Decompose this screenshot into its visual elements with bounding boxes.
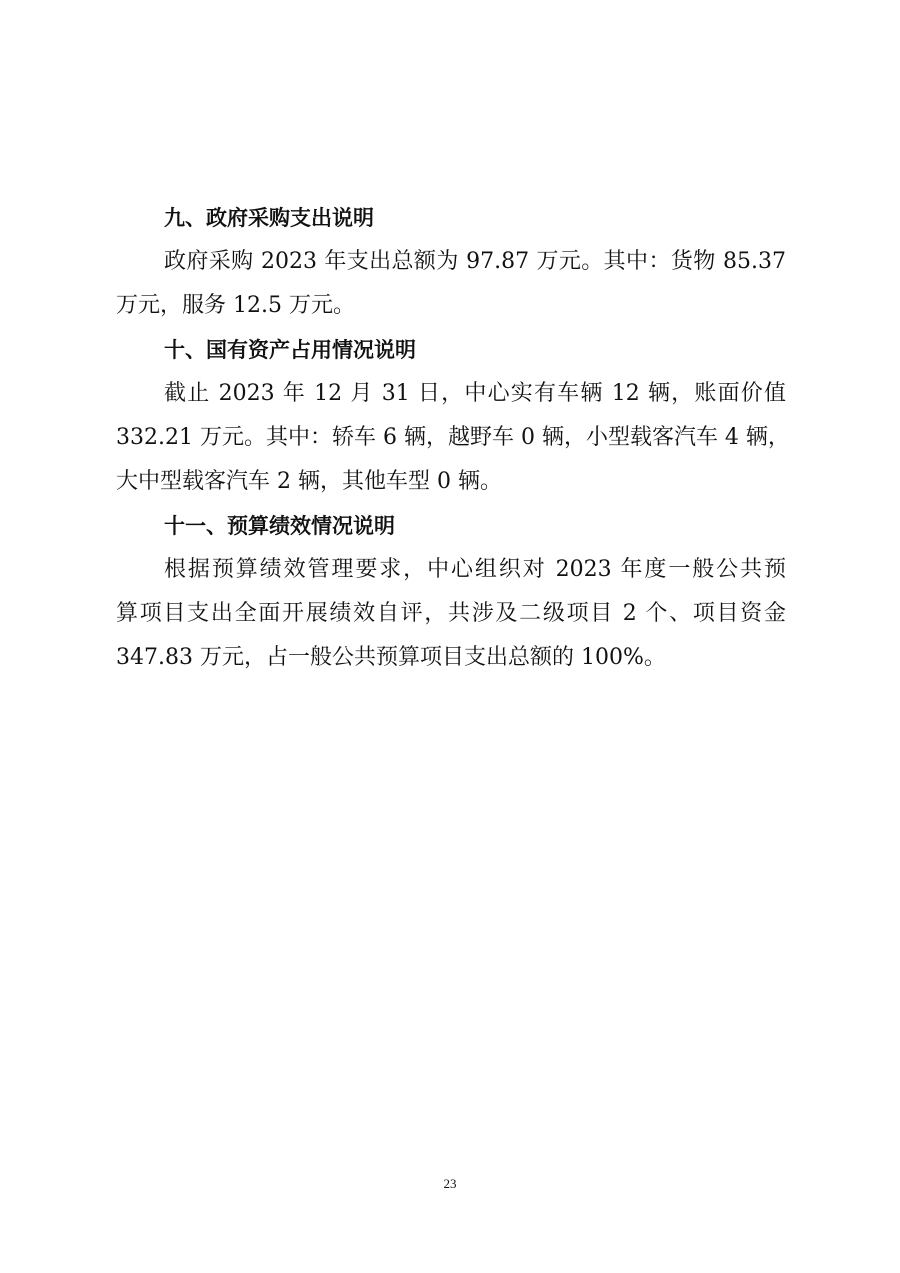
- paragraph-line: 算项目支出全面开展绩效自评，共涉及二级项目 2 个、项目资金: [116, 601, 786, 626]
- page-number: 23: [443, 1176, 457, 1191]
- section-heading-budget-performance: 十一、预算绩效情况说明: [164, 514, 395, 538]
- paragraph-line: 根据预算绩效管理要求，中心组织对 2023 年度一般公共预: [164, 557, 786, 582]
- section-heading-state-assets: 十、国有资产占用情况说明: [164, 338, 416, 362]
- paragraph-government-procurement: [116, 240, 786, 328]
- paragraph-line: 大中型载客汽车 2 辆，其他车型 0 辆。: [116, 469, 502, 494]
- paragraph-line: 万元，服务 12.5 万元。: [116, 293, 355, 318]
- section-heading-government-procurement: 九、政府采购支出说明: [164, 206, 374, 230]
- paragraph-line: 347.83 万元，占一般公共预算项目支出总额的 100%。: [116, 645, 666, 670]
- paragraph-line: 332.21 万元。其中：轿车 6 辆，越野车 0 辆，小型载客汽车 4 辆，: [116, 425, 790, 450]
- paragraph-line: 政府采购 2023 年支出总额为 97.87 万元。其中：货物 85.37: [164, 249, 786, 274]
- paragraph-state-assets: [116, 372, 790, 504]
- paragraph-line: 截止 2023 年 12 月 31 日，中心实有车辆 12 辆，账面价值: [164, 381, 786, 406]
- paragraph-budget-performance: [116, 548, 786, 680]
- page-content: [116, 196, 790, 680]
